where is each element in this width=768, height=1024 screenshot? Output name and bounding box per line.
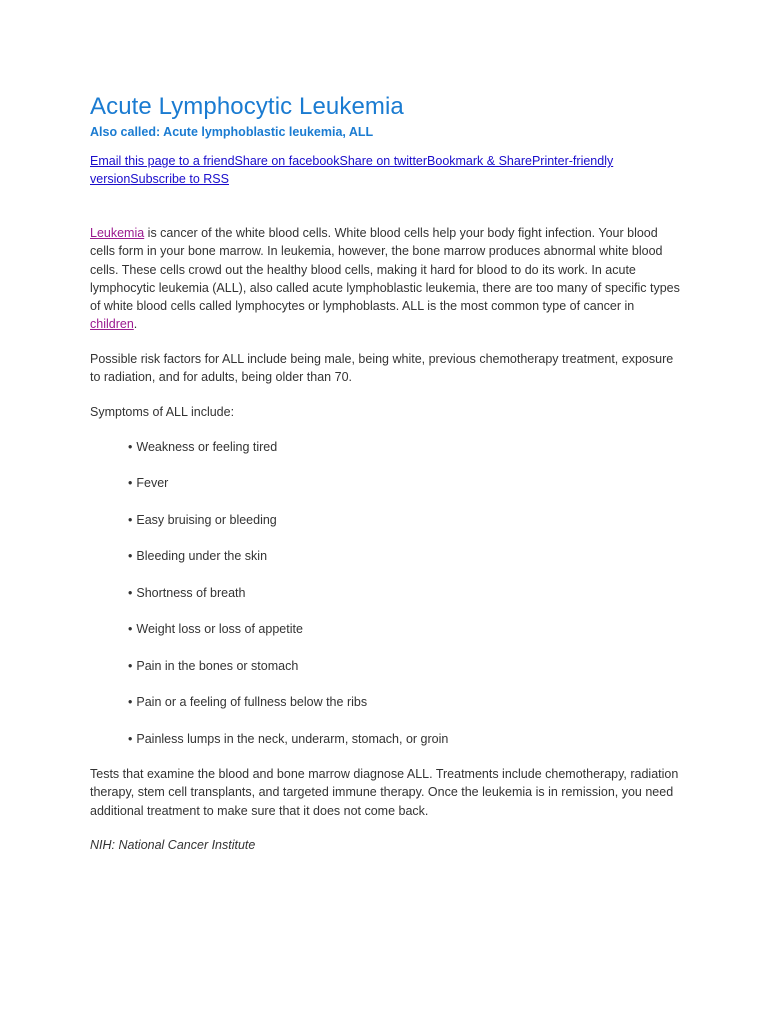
symptoms-heading: Symptoms of ALL include: [90,405,235,420]
list-item: • Pain or a feeling of fullness below the ribs [128,695,368,710]
share-facebook-link[interactable]: Share on facebook [234,154,340,168]
subscribe-rss-link[interactable]: Subscribe to RSS [130,172,229,186]
children-link[interactable]: children [90,317,134,332]
bullet-icon: • [128,695,133,710]
source-attribution: NIH: National Cancer Institute [90,838,256,853]
list-item: • Pain in the bones or stomach [128,658,299,673]
bullet-icon: • [128,585,133,600]
intro-paragraph [90,224,680,334]
list-item: • Painless lumps in the neck, underarm, stomach, or groin [128,731,449,746]
list-item: • Easy bruising or bleeding [128,512,277,527]
intro-text-end: . [133,317,138,332]
list-item: • Weight loss or loss of appetite [128,622,303,637]
treatment-paragraph: Tests that examine the blood and bone marrow diagnose ALL. Treatments include chemotherapy, radiation therapy, stem cell transplants, and targeted immune therapy. Once the leukemia is in remission, you need additional treatment to make sure that it does not come back. [90,767,679,818]
share-actions [90,152,630,188]
leukemia-link[interactable]: Leukemia [90,226,145,240]
bullet-icon: • [128,476,133,491]
list-item: • Shortness of breath [128,585,246,600]
symptoms-list [90,438,690,748]
list-item: • Bleeding under the skin [128,549,268,564]
risk-factors-paragraph: Possible risk factors for ALL include being male, being white, previous chemotherapy treatment, exposure to radiation, and for adults, being older than 70. [90,351,674,385]
list-item: • Fever [128,476,169,491]
page-title: Acute Lymphocytic Leukemia [90,93,404,120]
printer-friendly-link[interactable]: Printer-friendly version [90,154,614,186]
article [90,92,690,854]
bullet-icon: • [128,439,133,454]
email-page-link[interactable]: Email this page to a friend [90,154,235,168]
bookmark-share-link[interactable]: Bookmark & Share [427,154,532,168]
bullet-icon: • [128,549,133,564]
bullet-icon: • [128,512,133,527]
list-item: • Weakness or feeling tired [128,439,278,454]
intro-text: is cancer of the white blood cells. White blood cells help your body fight infection. Your blood cells form in your bone marrow. In leukemia, however, the bone marrow produces abnormal white blood cells. These cells crowd out the healthy blood cells, making it hard for blood to do its work. In acute lymphocytic leukemia (ALL), also called acute lymphoblastic leukemia, there are too many of specific types of white blood cells called lymphocytes or lymphoblasts. ALL is the most common type of cancer in [90,226,680,314]
bullet-icon: • [128,658,133,673]
bullet-icon: • [128,622,133,637]
page-subtitle: Also called: Acute lymphoblastic leukemia, ALL [90,125,374,139]
bullet-icon: • [128,731,133,746]
share-twitter-link[interactable]: Share on twitter [339,154,428,168]
